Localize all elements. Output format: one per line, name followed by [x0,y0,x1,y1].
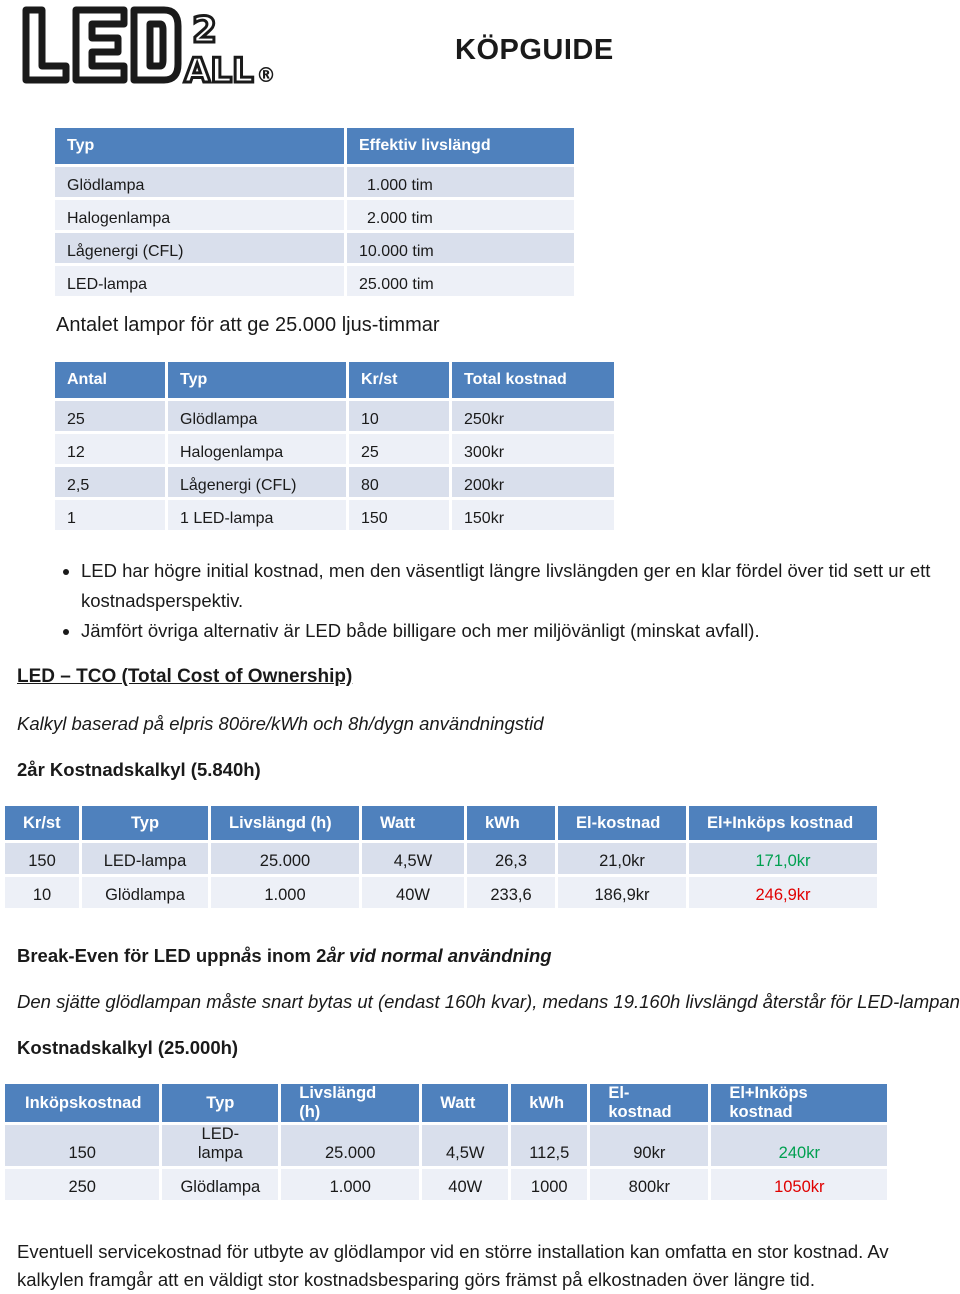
table-cell: 150 [5,1125,159,1166]
table-cell: 2,5 [55,467,165,497]
table-cell: Glödlampa [82,877,208,908]
benefit-list [40,556,960,646]
table-cell: 233,6 [467,877,555,908]
list-item: • Jämfört övriga alternativ är LED både billigare och mer miljövänligt (minskat avfall). [81,616,960,646]
col-header-kwh: kWh [511,1084,587,1122]
table-cell: 80 [349,467,449,497]
table-cell: 26,3 [467,843,555,874]
table-cell: 2.000 tim [347,200,574,230]
col-header-total-cost: El+Inköps kostnad [711,1084,887,1122]
table-cell: 800kr [590,1169,708,1200]
col-header-price: Kr/st [349,362,449,398]
table-cell: Halogenlampa [168,434,346,464]
break-even-part: s inom 2 [251,945,327,966]
table-cell-total: 246,9kr [689,877,877,908]
table-cell-total: 240kr [711,1125,887,1166]
table-cell: 25.000 tim [347,266,574,296]
table-cell: 1000 [511,1169,587,1200]
table-cell: 1 [55,500,165,530]
two-year-cost-table [2,803,880,911]
table-cell: 150 [5,843,79,874]
logo-subtext: ALL [184,51,254,91]
table-cell: Lågenergi (CFL) [168,467,346,497]
list-item: • LED har högre initial kostnad, men den väsentligt längre livslängden ger en klar fördel över tid sett ur ett kostnadsperspektiv. [81,556,960,616]
table-cell: Glödlampa [162,1169,278,1200]
col-header-purchase: Inköpskostnad [5,1084,159,1122]
tco-basis-note: Kalkyl baserad på elpris 80öre/kWh och 8h/dygn användningstid [17,713,544,734]
break-even-statement [17,945,552,967]
table-cell: 25 [55,401,165,431]
col-header-price: Kr/st [5,806,79,840]
table-cell: 1.000 [211,877,359,908]
col-header-watt: Watt [422,1084,508,1122]
col-header-lifespan: Livslängd (h) [281,1084,419,1122]
logo-superscript: 2 [192,10,218,51]
long-term-calc-heading: Kostnadskalkyl (25.000h) [17,1037,239,1058]
col-header-kwh: kWh [467,806,555,840]
table-cell: 1 LED-lampa [168,500,346,530]
col-header-type: Typ [55,128,344,164]
col-header-total-cost: El+Inköps kostnad [689,806,877,840]
table-cell-total: 171,0kr [689,843,877,874]
table-cell: 4,5W [422,1125,508,1166]
table-cell: 12 [55,434,165,464]
table-cell: 112,5 [511,1125,587,1166]
table-cell: 10.000 tim [347,233,574,263]
table-cell: 25.000 [281,1125,419,1166]
col-header-typ: Typ [168,362,346,398]
two-year-calc-heading: 2år Kostnadskalkyl (5.840h) [17,759,261,780]
table-cell: Glödlampa [55,167,344,197]
table-cell: LED-lampa [162,1125,278,1166]
table-cell: Glödlampa [168,401,346,431]
table-cell: 90kr [590,1125,708,1166]
table-cell: 1.000 [281,1169,419,1200]
table-cell: 40W [422,1169,508,1200]
page-title: KÖPGUIDE [455,34,614,66]
table-cell: 250 [5,1169,159,1200]
table-cell: 40W [362,877,464,908]
col-header-total: Total kostnad [452,362,614,398]
lamp-count-table [52,359,617,533]
col-header-lifespan: Effektiv livslängd [347,128,574,164]
lifespan-table [52,125,577,299]
table-cell: 200kr [452,467,614,497]
col-header-el-cost: El-kostnad [558,806,686,840]
table-cell: 300kr [452,434,614,464]
break-even-part: å [241,945,252,966]
footer-note: Eventuell servicekostnad för utbyte av glödlampor vid en större installation kan omfatta en stor kostnad. Av kalkylen framgår att en väldigt stor kostnadsbesparing görs främst på elkostnaden över längre tid. [17,1241,889,1290]
col-header-type: Typ [162,1084,278,1122]
registered-mark: ® [256,63,276,87]
col-header-type: Typ [82,806,208,840]
table-cell: 25 [349,434,449,464]
table-cell: LED-lampa [55,266,344,296]
table-cell: LED-lampa [82,843,208,874]
sixth-bulb-note: Den sjätte glödlampan måste snart bytas ut (endast 160h kvar), medans 19.160h livslängd återstår för LED-lampan [17,991,960,1012]
col-header-watt: Watt [362,806,464,840]
col-header-el-cost: El-kostnad [590,1084,708,1122]
table-cell: 150kr [452,500,614,530]
table-cell: Halogenlampa [55,200,344,230]
table-cell: Lågenergi (CFL) [55,233,344,263]
table-cell-total: 1050kr [711,1169,887,1200]
table-cell: 186,9kr [558,877,686,908]
col-header-lifespan: Livslängd (h) [211,806,359,840]
break-even-part: år vid normal användning [326,945,552,966]
table-cell: 4,5W [362,843,464,874]
lamp-count-caption: Antalet lampor för att ge 25.000 ljus-timmar [56,314,440,336]
table-cell: 21,0kr [558,843,686,874]
led2all-logo [18,2,288,92]
table-cell: 150 [349,500,449,530]
table-cell: 25.000 [211,843,359,874]
break-even-part: Break-Even för LED uppn [17,945,242,966]
long-term-cost-table [2,1081,890,1203]
tco-heading: LED – TCO (Total Cost of Ownership) [17,666,353,687]
table-cell: 10 [5,877,79,908]
table-cell: 1.000 tim [347,167,574,197]
col-header-antal: Antal [55,362,165,398]
table-cell: 10 [349,401,449,431]
table-cell: 250kr [452,401,614,431]
